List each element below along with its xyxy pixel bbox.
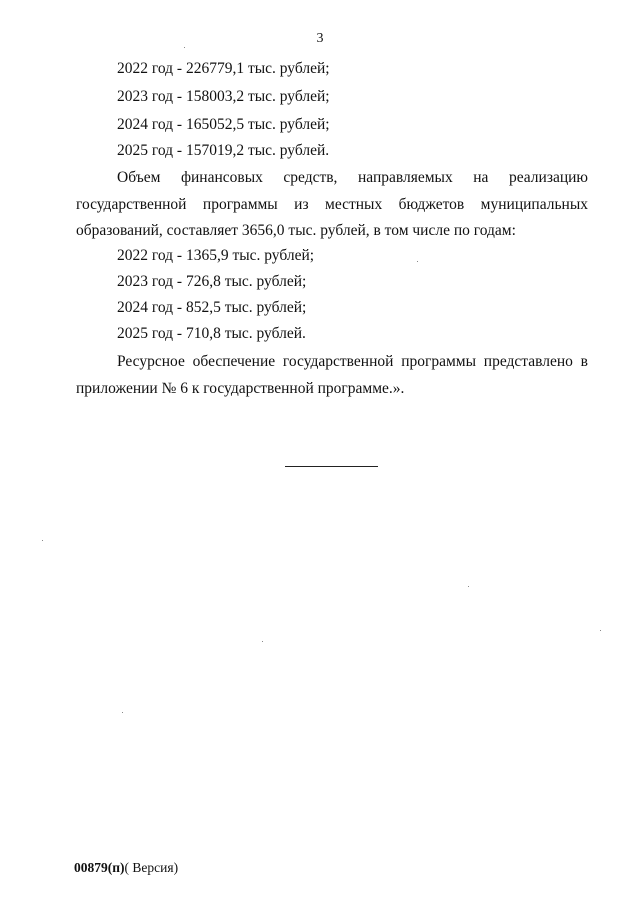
resource-paragraph-line-1: Ресурсное обеспечение государственной программы представлено в: [117, 353, 588, 370]
scan-speck: [468, 586, 469, 587]
scan-speck: [600, 630, 601, 631]
budget-2025-line: 2025 год - 157019,2 тыс. рублей.: [117, 142, 330, 159]
municipal-paragraph-line-3: образований, составляет 3656,0 тыс. рублей, в том числе по годам:: [76, 222, 516, 239]
scan-speck: [417, 261, 418, 262]
municipal-2022-line: 2022 год - 1365,9 тыс. рублей;: [117, 247, 315, 264]
resource-paragraph-line-2: приложении № 6 к государственной программе.».: [76, 380, 405, 397]
budget-2024-line: 2024 год - 165052,5 тыс. рублей;: [117, 116, 330, 133]
municipal-2023-line: 2023 год - 726,8 тыс. рублей;: [117, 273, 307, 290]
municipal-2025-line: 2025 год - 710,8 тыс. рублей.: [117, 325, 306, 342]
scan-speck: [262, 641, 263, 642]
version-label: ( Версия): [124, 860, 179, 875]
scan-speck: [122, 712, 123, 713]
municipal-paragraph-line-1: Объем финансовых средств, направляемых на реализацию: [117, 169, 588, 186]
page-number: 3: [316, 31, 324, 46]
municipal-2024-line: 2024 год - 852,5 тыс. рублей;: [117, 299, 307, 316]
section-divider: [285, 466, 378, 467]
document-footer: [74, 860, 178, 876]
document-code: 00879(п): [74, 860, 125, 875]
municipal-paragraph-line-2: государственной программы из местных бюджетов муниципальных: [76, 196, 588, 213]
budget-2022-line: 2022 год - 226779,1 тыс. рублей;: [117, 60, 330, 77]
scan-speck: [42, 540, 43, 541]
budget-2023-line: 2023 год - 158003,2 тыс. рублей;: [117, 88, 330, 105]
scan-speck: [184, 47, 185, 48]
